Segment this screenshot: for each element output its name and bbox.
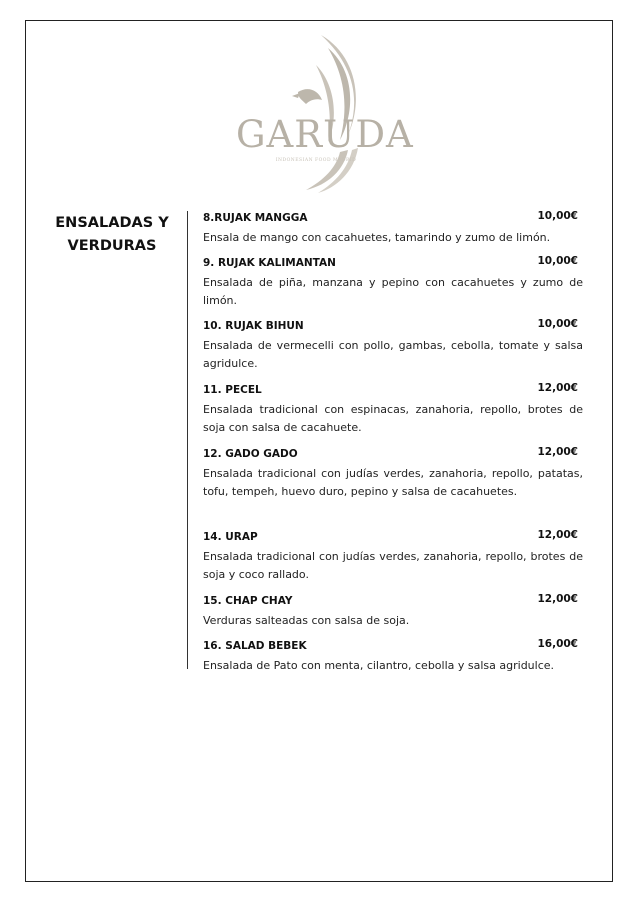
item-name: 10. RUJAK BIHUN [203, 320, 304, 332]
logo-wordmark: GARUDA [236, 113, 414, 156]
item-name: 8.RUJAK MANGGA [203, 212, 308, 224]
menu-item [203, 448, 583, 501]
item-price: 10,00€ [537, 255, 578, 267]
section-title [52, 212, 172, 258]
item-price: 12,00€ [537, 382, 578, 394]
vertical-divider [187, 211, 188, 669]
item-name: 16. SALAD BEBEK [203, 640, 307, 652]
item-name: 15. CHAP CHAY [203, 595, 293, 607]
item-description: Verduras salteadas con salsa de soja. [203, 614, 410, 627]
menu-item [203, 531, 583, 584]
item-name: 11. PECEL [203, 384, 262, 396]
item-price: 12,00€ [537, 593, 578, 605]
item-description: Ensalada tradicional con espinacas, zanahoria, repollo, brotes de soja con salsa de cacahuete. [203, 403, 583, 434]
item-name: 12. GADO GADO [203, 448, 298, 460]
menu-item [203, 257, 583, 310]
menu-item [203, 384, 583, 437]
item-name: 9. RUJAK KALIMANTAN [203, 257, 336, 269]
section-title-line1: ENSALADAS Y [55, 215, 169, 231]
menu-item [203, 595, 583, 630]
item-price: 12,00€ [537, 529, 578, 541]
menu-item [203, 320, 583, 373]
menu-item [203, 212, 583, 247]
item-description: Ensalada tradicional con judías verdes, zanahoria, repollo, patatas, tofu, tempeh, huevo duro, pepino y salsa de cacahuetes. [203, 467, 583, 498]
menu-item [203, 640, 583, 675]
item-description: Ensalada de Pato con menta, cilantro, cebolla y salsa agridulce. [203, 659, 555, 672]
item-description: Ensalada tradicional con judías verdes, zanahoria, repollo, brotes de soja y coco rallado. [203, 550, 583, 581]
item-price: 16,00€ [537, 638, 578, 650]
item-price: 10,00€ [537, 318, 578, 330]
item-description: Ensalada de vermecelli con pollo, gambas, cebolla, tomate y salsa agridulce. [203, 339, 583, 370]
item-name: 14. URAP [203, 531, 258, 543]
item-price: 12,00€ [537, 446, 578, 458]
item-description: Ensala de mango con cacahuetes, tamarindo y zumo de limón. [203, 231, 551, 244]
logo-subtitle: INDONESIAN FOOD MADRID [275, 158, 357, 163]
section-title-line2: VERDURAS [67, 238, 157, 254]
item-description: Ensalada de piña, manzana y pepino con cacahuetes y zumo de limón. [203, 276, 583, 307]
item-price: 10,00€ [537, 210, 578, 222]
garuda-logo [236, 30, 414, 195]
